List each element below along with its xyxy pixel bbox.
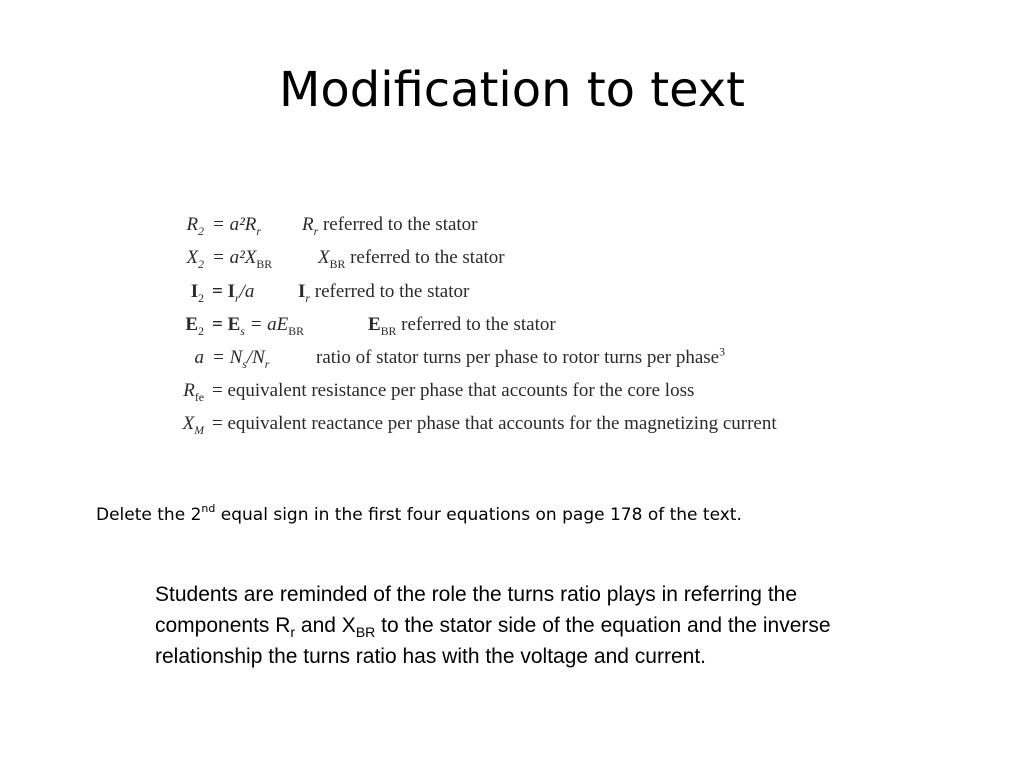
equation-lhs: $E_2$ — [185, 314, 204, 338]
equation-rhs: = $N_s/N_r$ — [212, 347, 270, 371]
equation-figure — [168, 206, 908, 446]
equation-description: $E_{BR}$ referred to the stator — [368, 314, 556, 338]
equation-rhs: = equivalent resistance per phase that accounts for the core loss — [212, 380, 695, 401]
correction-note: Delete the 2nd equal sign in the first four equations on page 178 of the text. — [96, 502, 742, 525]
equation-rhs: = $I_r/a$ — [212, 281, 255, 305]
equation-description: $X_{BR}$ referred to the stator — [318, 247, 505, 271]
equation-description: ratio of stator turns per phase to rotor turns per phase$^3$ — [316, 345, 726, 368]
equation-lhs: $R_2$ — [186, 214, 204, 238]
equation-rhs: = equivalent reactance per phase that accounts for the magnetizing current — [212, 413, 777, 434]
equation-lhs: $I_2$ — [190, 281, 204, 305]
equation-description: $R_r$ referred to the stator — [302, 214, 478, 238]
explanation-paragraph: Students are reminded of the role the turns ratio plays in referring the components $R_r$ and $X_{BR}$ to the stator side of the equation and the inverse relationship the turns ratio has with the voltage and current. — [155, 583, 831, 668]
equation-lhs: a — [194, 347, 204, 368]
slide-title: Modification to text — [278, 62, 745, 118]
equation-lhs: $R_{fe}$ — [183, 380, 204, 404]
equation-rhs: = $E_s = aE_{BR}$ — [212, 314, 304, 338]
equation-rhs: = $a^2R_r$ — [212, 214, 261, 238]
equation-rhs: = $a^2X_{BR}$ — [212, 247, 273, 271]
equation-description: $I_r$ referred to the stator — [298, 281, 470, 305]
equation-lhs: $X_M$ — [182, 413, 204, 437]
equation-lhs: $X_2$ — [186, 247, 204, 271]
